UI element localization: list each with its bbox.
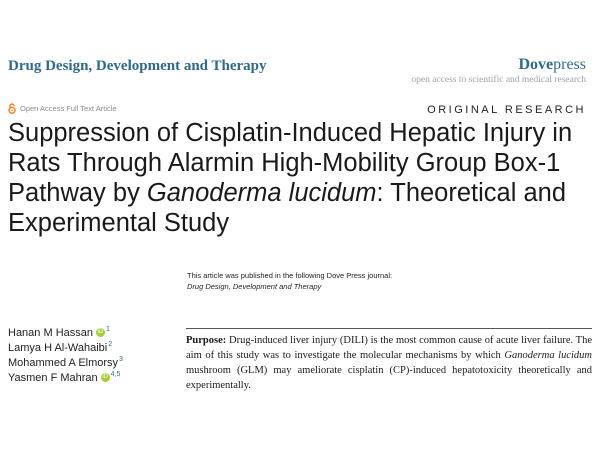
author-item [8, 371, 123, 386]
orcid-icon[interactable]: iD [102, 374, 108, 380]
author-affiliation: 3 [119, 356, 123, 363]
publication-notice [187, 270, 392, 292]
open-access-badge [8, 103, 117, 114]
open-access-label: Open Access Full Text Article [20, 104, 117, 113]
author-name: Lamya H Al-Wahaibi [8, 342, 108, 354]
author-item [8, 356, 123, 371]
author-affiliation: 2 [108, 341, 113, 348]
author-affiliation: 4,5 [110, 371, 121, 378]
article-category: ORIGINAL RESEARCH [427, 104, 586, 116]
abstract: Purpose: Drug-induced liver injury (DILI) is the most common cause of acute liver failure. The aim of this study was to investigate the molecular mechanisms by which Ganoderma lucidum mushroom (GLM) may ameliorate cisplatin (CP)-induced hepatotoxicity theoretically and experimentally. [186, 335, 592, 391]
publication-notice-journal: Drug Design, Development and Therapy [187, 282, 322, 291]
publisher-tagline: open access to scientific and medical research [411, 75, 586, 85]
abstract-species-name: Ganoderma lucidum [504, 350, 592, 361]
author-name: Hanan M Hassan [8, 327, 93, 339]
title-species-name: Ganoderma lucidum [146, 179, 377, 207]
author-affiliation: 1 [106, 326, 110, 333]
article-title: Suppression of Cisplatin-Induced Hepatic Injury in Rats Through Alarmin High-Mobility Group Box-1 Pathway by Ganoderma lucidum: Theoretical and Experimental Study [8, 119, 573, 237]
open-access-lock-icon [8, 103, 16, 114]
author-name: Mohammed A Elmorsy [8, 357, 119, 369]
author-item [8, 326, 123, 341]
journal-title: Drug Design, Development and Therapy [8, 58, 267, 74]
abstract-divider [186, 328, 592, 329]
abstract-label: Purpose: [186, 335, 227, 346]
author-list [8, 326, 123, 386]
publisher-brand [411, 56, 586, 85]
publication-notice-text: This article was published in the following Dove Press journal: [187, 271, 393, 280]
author-name: Yasmen F Mahran [8, 372, 98, 384]
publisher-logo: Dovepress [518, 56, 586, 73]
orcid-icon[interactable]: iD [97, 329, 104, 335]
author-item [8, 341, 123, 356]
